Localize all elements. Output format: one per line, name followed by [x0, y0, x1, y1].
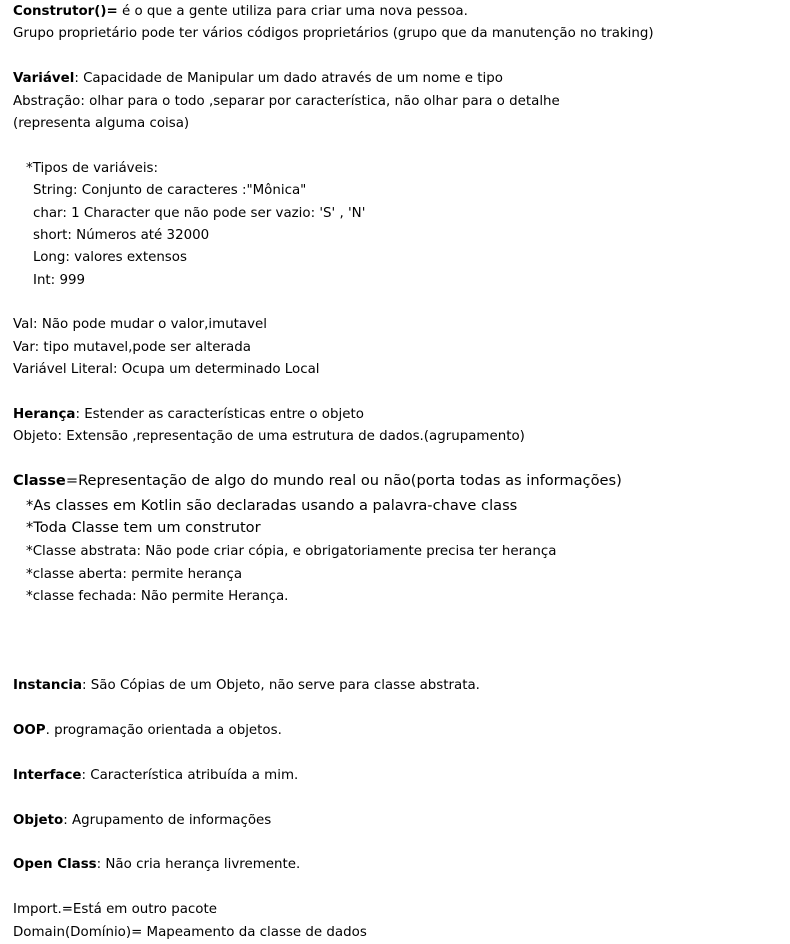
tipo-long: Long: valores extensos	[33, 250, 187, 265]
line-val: Val: Não pode mudar o valor,imutavel	[13, 317, 268, 332]
term-oop: OOP	[13, 723, 46, 738]
term-interface: Interface	[13, 768, 82, 783]
line-import: Import.=Está em outro pacote	[13, 902, 217, 917]
classe-item-kotlin: *As classes em Kotlin são declaradas usando a palavra-chave class	[26, 497, 518, 514]
line-objeto-ext: Objeto: Extensão ,representação de uma estrutura de dados.(agrupamento)	[13, 429, 525, 444]
line-open-class	[13, 856, 300, 873]
classe-item-aberta: *classe aberta: permite herança	[26, 567, 243, 582]
definition-classe: =Representação de algo do mundo real ou não(porta todas as informações)	[65, 472, 622, 489]
tipo-short: short: Números até 32000	[33, 228, 210, 243]
definition-construtor: é o que a gente utiliza para criar uma nova pessoa.	[117, 4, 468, 19]
term-heranca: Herança	[13, 407, 76, 422]
definition-instancia: : São Cópias de um Objeto, não serve para classe abstrata.	[82, 678, 480, 693]
line-oop	[13, 722, 282, 739]
line-variavel	[13, 70, 503, 87]
line-abstracao-cont: (representa alguma coisa)	[13, 116, 190, 131]
line-instancia	[13, 677, 480, 694]
definition-heranca: : Estender as características entre o objeto	[75, 407, 364, 422]
term-variavel: Variável	[13, 71, 75, 86]
tipo-string: String: Conjunto de caracteres :"Mônica"	[33, 183, 307, 198]
classe-item-abstrata: *Classe abstrata: Não pode criar cópia, e obrigatoriamente precisa ter herança	[26, 544, 557, 559]
line-domain: Domain(Domínio)= Mapeamento da classe de dados	[13, 925, 367, 940]
term-construtor: Construtor()=	[13, 4, 118, 19]
line-classe	[13, 472, 622, 489]
tipo-int: Int: 999	[33, 273, 86, 288]
line-interface	[13, 767, 298, 784]
tipos-header: *Tipos de variáveis:	[26, 161, 159, 176]
line-objeto	[13, 812, 271, 829]
term-open-class: Open Class	[13, 857, 97, 872]
classe-item-fechada: *classe fechada: Não permite Herança.	[26, 589, 289, 604]
line-grupo: Grupo proprietário pode ter vários códigos proprietários (grupo que da manutenção no traking)	[13, 26, 654, 41]
definition-objeto: : Agrupamento de informações	[63, 813, 272, 828]
line-construtor	[13, 3, 468, 20]
line-heranca	[13, 406, 364, 423]
term-classe: Classe	[13, 472, 66, 489]
term-instancia: Instancia	[13, 678, 83, 693]
definition-interface: : Característica atribuída a mim.	[81, 768, 299, 783]
term-objeto: Objeto	[13, 813, 64, 828]
definition-variavel: : Capacidade de Manipular um dado através de um nome e tipo	[74, 71, 503, 86]
line-abstracao: Abstração: olhar para o todo ,separar por característica, não olhar para o detalhe	[13, 94, 560, 109]
line-var: Var: tipo mutavel,pode ser alterada	[13, 340, 251, 355]
definition-oop: . programação orientada a objetos.	[45, 723, 282, 738]
definition-open-class: : Não cria herança livremente.	[96, 857, 301, 872]
classe-item-construtor: *Toda Classe tem um construtor	[26, 519, 261, 536]
line-literal: Variável Literal: Ocupa um determinado Local	[13, 362, 320, 377]
tipo-char: char: 1 Character que não pode ser vazio: 'S' , 'N'	[33, 206, 366, 221]
